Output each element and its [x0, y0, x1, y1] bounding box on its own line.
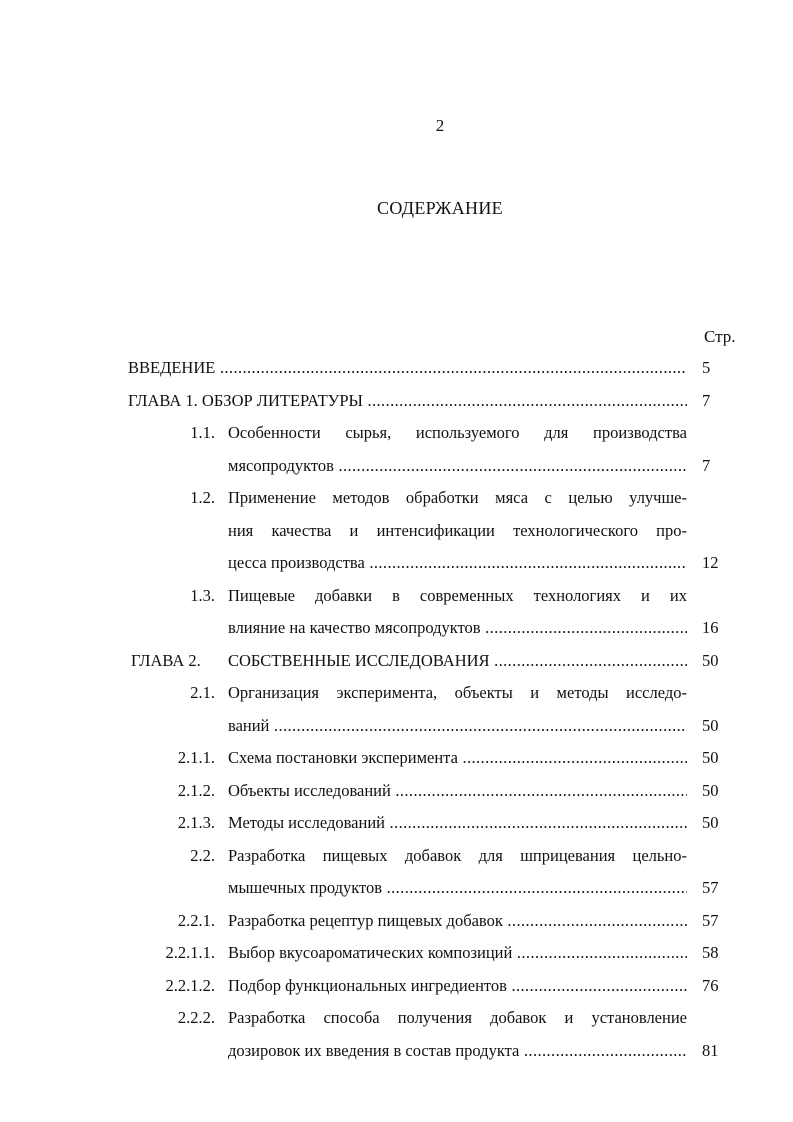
- toc-entry-label-line: Разработка способа получения добавок и установление: [228, 1008, 687, 1027]
- toc-entry-2-1-cont: [0, 710, 793, 743]
- toc-entry-label-line: Организация эксперимента, объекты и методы исследо-: [228, 683, 687, 702]
- toc-entry-number: 1.3.: [190, 585, 215, 605]
- toc-entry-label: Методы исследований .....: [228, 807, 687, 840]
- page-number: 2: [435, 116, 445, 135]
- pages-column-header: Стр.: [704, 327, 736, 346]
- toc-entry-2-2-1: [0, 905, 793, 938]
- toc-entry-label-line: Особенности сырья, используемого для производства: [228, 423, 687, 442]
- toc-entry-label-line: Пищевые добавки в современных технологиях и их: [228, 585, 687, 605]
- toc-entry-number: 2.2.2.: [177, 1008, 215, 1027]
- toc-entry-label: ВВЕДЕНИЕ .....: [128, 352, 687, 385]
- toc-entry-page: 7: [702, 390, 711, 410]
- toc-entry-page: 50: [702, 780, 719, 800]
- toc-entry-number: 2.2.: [190, 845, 215, 865]
- toc-entry-2-1-3: [0, 807, 793, 840]
- page-title: СОДЕРЖАНИЕ: [377, 198, 503, 218]
- toc-entry-label-line: мышечных продуктов .....: [228, 872, 687, 905]
- toc-entry-1-3-cont: [0, 612, 793, 645]
- toc-entry-number: 2.2.1.1.: [165, 943, 215, 962]
- toc-entry-page: 5: [702, 358, 711, 377]
- toc-entry-number: 2.2.1.2.: [165, 975, 215, 995]
- toc-entry-1-1-cont: [0, 450, 793, 483]
- toc-entry-number: 2.2.1.: [177, 910, 215, 930]
- toc-entry-label: Объекты исследований .....: [228, 775, 687, 808]
- toc-entry-1-2-cont: [0, 547, 793, 580]
- toc-entry-label-line: Применение методов обработки мяса с целью улучше-: [228, 488, 687, 507]
- toc-entry-page: 50: [702, 813, 719, 832]
- toc-entry-page: 12: [702, 553, 719, 572]
- toc-entry-chapter-1: [0, 385, 793, 418]
- toc-entry-page: 7: [702, 455, 711, 475]
- toc-entry-2-2-2-cont: [0, 1035, 793, 1068]
- toc-entry-2-1-1: [0, 742, 793, 775]
- toc-entry-label: [131, 645, 687, 678]
- toc-entry-page: 50: [702, 650, 719, 670]
- toc-entry-page: 16: [702, 618, 719, 637]
- toc-entry-number: 1.2.: [190, 488, 215, 507]
- toc-entry-page: 57: [702, 878, 719, 897]
- toc-entry-2-1: [0, 677, 793, 710]
- toc-entry-page: 76: [702, 975, 719, 995]
- toc-entry-number: 1.1.: [190, 423, 215, 442]
- toc-entry-label: Выбор вкусоароматических композиций .....: [228, 937, 687, 970]
- toc-entry-2-2: [0, 840, 793, 873]
- toc-entry-label-line: ваний .....: [228, 710, 687, 743]
- toc-entry-label: Схема постановки эксперимента .....: [228, 742, 687, 775]
- toc-entry-page: 57: [702, 910, 719, 930]
- toc-entry-label-line: дозировок их введения в состав продукта .....: [228, 1035, 687, 1068]
- toc-entry-page: 50: [702, 748, 719, 767]
- toc-entry-label-line: влияние на качество мясопродуктов .....: [228, 612, 687, 645]
- toc-entry-label-line: ния качества и интенсификации технологического про-: [228, 520, 687, 540]
- toc-entry-page: 81: [702, 1040, 719, 1060]
- toc-entry-page: 58: [702, 943, 719, 962]
- toc-entry-label-line: Разработка пищевых добавок для шприцевания цельно-: [228, 845, 687, 865]
- toc-entry-1-1: [0, 417, 793, 450]
- toc-entry-number: 2.1.: [190, 683, 215, 702]
- toc-entry-chapter-2: [0, 645, 793, 678]
- toc-entry-1-2: [0, 482, 793, 515]
- toc-entry-2-1-2: [0, 775, 793, 808]
- toc-entry-label-line: цесса производства .....: [228, 547, 687, 580]
- toc-entry-page: 50: [702, 715, 719, 735]
- toc-entry-introduction: [0, 352, 793, 385]
- toc-entry-2-2-2: [0, 1002, 793, 1035]
- toc-entry-number: 2.1.3.: [177, 813, 215, 832]
- toc-entry-2-2-1-1: [0, 937, 793, 970]
- table-of-contents: [0, 352, 793, 1067]
- toc-entry-number: 2.1.2.: [177, 780, 215, 800]
- toc-entry-number: 2.1.1.: [177, 748, 215, 767]
- chapter-title: СОБСТВЕННЫЕ ИССЛЕДОВАНИЯ: [228, 650, 490, 670]
- toc-entry-2-2-cont: [0, 872, 793, 905]
- toc-entry-1-3: [0, 580, 793, 613]
- toc-entry-label-line: мясопродуктов .....: [228, 450, 687, 483]
- toc-entry-1-2-cont: [0, 515, 793, 548]
- chapter-prefix: ГЛАВА 2.: [131, 650, 201, 670]
- toc-entry-2-2-1-2: [0, 970, 793, 1003]
- toc-entry-label: Подбор функциональных ингредиентов .....: [228, 970, 687, 1003]
- toc-entry-label: ГЛАВА 1. ОБЗОР ЛИТЕРАТУРЫ .....: [128, 385, 687, 418]
- toc-entry-label: Разработка рецептур пищевых добавок .....: [228, 905, 687, 938]
